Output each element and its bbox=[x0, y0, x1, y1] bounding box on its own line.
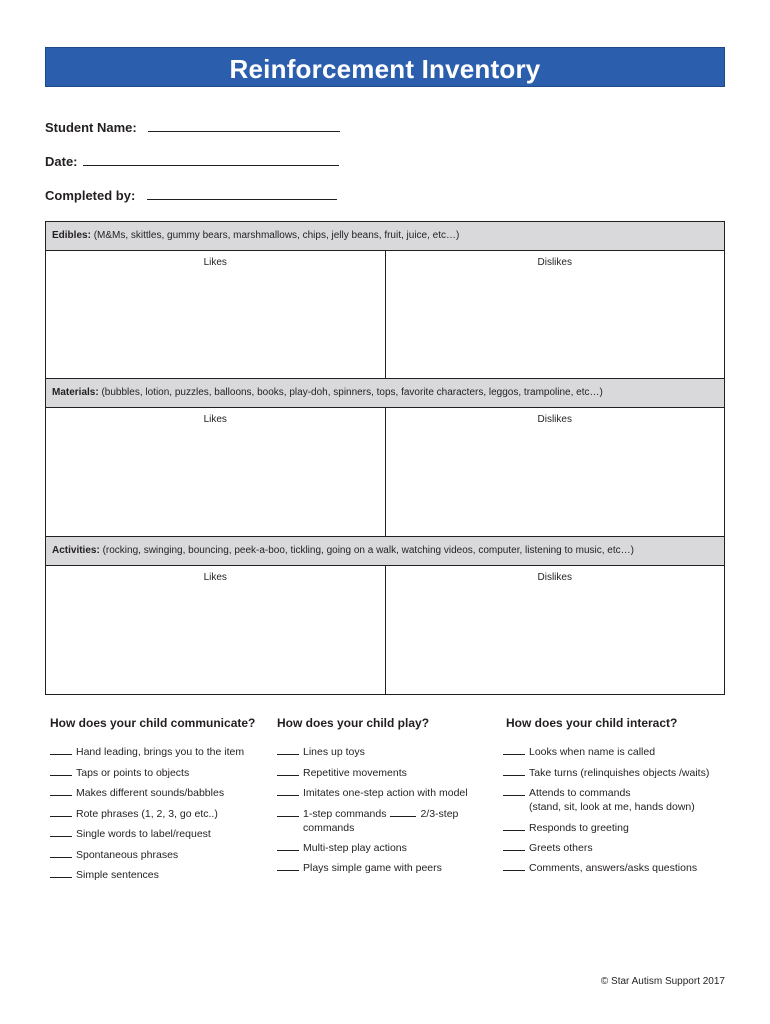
list-item[interactable] bbox=[503, 861, 697, 875]
checkbox-blank[interactable] bbox=[277, 766, 299, 776]
checkbox-blank[interactable] bbox=[50, 827, 72, 837]
checkbox-blank[interactable] bbox=[50, 766, 72, 776]
list-item[interactable] bbox=[50, 807, 218, 821]
page-title: Reinforcement Inventory bbox=[45, 47, 725, 87]
checkbox-blank[interactable] bbox=[503, 841, 525, 851]
activities-header bbox=[46, 537, 724, 566]
option-label: 2/3-step bbox=[420, 808, 459, 820]
materials-section bbox=[45, 378, 725, 537]
materials-header bbox=[46, 379, 724, 408]
list-item[interactable] bbox=[50, 848, 178, 862]
materials-likes-label: Likes bbox=[203, 414, 227, 425]
option-label: 1-step commands bbox=[303, 808, 387, 820]
option-label: Comments, answers/asks questions bbox=[529, 862, 698, 874]
option-label: Greets others bbox=[529, 842, 593, 854]
list-item[interactable] bbox=[50, 786, 224, 800]
activities-dislikes-cell[interactable] bbox=[386, 566, 725, 694]
checkbox-blank[interactable] bbox=[277, 786, 299, 796]
option-label: Spontaneous phrases bbox=[76, 849, 179, 861]
option-label: commands bbox=[303, 822, 355, 834]
play-question: How does your child play? bbox=[277, 716, 430, 730]
list-item[interactable] bbox=[503, 766, 709, 780]
activities-likes-cell[interactable] bbox=[46, 566, 386, 694]
option-label: Rote phrases (1, 2, 3, go etc..) bbox=[76, 808, 218, 820]
option-label: Simple sentences bbox=[76, 869, 159, 881]
checkbox-blank[interactable] bbox=[277, 861, 299, 871]
checkbox-blank[interactable] bbox=[50, 848, 72, 858]
list-item[interactable] bbox=[277, 841, 407, 855]
list-item-continuation bbox=[529, 800, 695, 814]
date-label: Date: bbox=[45, 154, 78, 169]
list-item[interactable] bbox=[277, 861, 442, 875]
option-label: Responds to greeting bbox=[529, 822, 629, 834]
checkbox-blank[interactable] bbox=[277, 841, 299, 851]
activities-examples: (rocking, swinging, bouncing, peek-a-boo, tickling, going on a walk, watching videos, computer, listening to music, etc…) bbox=[102, 545, 634, 556]
copyright-footer: © Star Autism Support 2017 bbox=[600, 976, 725, 987]
option-label: Imitates one-step action with model bbox=[303, 787, 468, 799]
materials-dislikes-cell[interactable] bbox=[386, 408, 725, 536]
edibles-examples: (M&Ms, skittles, gummy bears, marshmallows, chips, jelly beans, fruit, juice, etc…) bbox=[93, 230, 460, 241]
checkbox-blank[interactable] bbox=[50, 868, 72, 878]
checkbox-blank[interactable] bbox=[50, 807, 72, 817]
activities-label: Activities: bbox=[52, 545, 100, 556]
materials-dislikes-label: Dislikes bbox=[537, 414, 572, 425]
materials-label: Materials: bbox=[52, 387, 99, 398]
edibles-likes-label: Likes bbox=[203, 257, 227, 268]
activities-section bbox=[45, 536, 725, 695]
date-field bbox=[45, 154, 339, 169]
completed-by-field bbox=[45, 188, 337, 203]
list-item[interactable] bbox=[50, 745, 244, 759]
edibles-dislikes-label: Dislikes bbox=[537, 257, 572, 268]
communicate-question: How does your child communicate? bbox=[50, 716, 256, 730]
option-label: Makes different sounds/babbles bbox=[76, 787, 225, 799]
list-item[interactable] bbox=[50, 827, 211, 841]
list-item[interactable] bbox=[277, 807, 458, 821]
activities-dislikes-label: Dislikes bbox=[537, 572, 572, 583]
option-label: Take turns (relinquishes objects /waits) bbox=[529, 767, 710, 779]
list-item[interactable] bbox=[277, 766, 407, 780]
date-input-line[interactable] bbox=[83, 155, 339, 166]
option-label: Looks when name is called bbox=[529, 746, 656, 758]
list-item[interactable] bbox=[277, 786, 468, 800]
list-item[interactable] bbox=[50, 766, 189, 780]
list-item-continuation bbox=[303, 821, 354, 835]
checkbox-blank[interactable] bbox=[503, 766, 525, 776]
checkbox-blank[interactable] bbox=[390, 807, 416, 817]
list-item[interactable] bbox=[503, 786, 631, 800]
edibles-likes-cell[interactable] bbox=[46, 251, 386, 379]
edibles-section bbox=[45, 221, 725, 380]
edibles-dislikes-cell[interactable] bbox=[386, 251, 725, 379]
list-item[interactable] bbox=[50, 868, 159, 882]
option-label: Plays simple game with peers bbox=[303, 862, 442, 874]
option-label: Repetitive movements bbox=[303, 767, 407, 779]
student-name-label: Student Name: bbox=[45, 120, 137, 135]
checkbox-blank[interactable] bbox=[277, 807, 299, 817]
option-label: Attends to commands bbox=[529, 787, 631, 799]
edibles-header bbox=[46, 222, 724, 251]
checkbox-blank[interactable] bbox=[503, 861, 525, 871]
checkbox-blank[interactable] bbox=[503, 786, 525, 796]
checkbox-blank[interactable] bbox=[50, 786, 72, 796]
list-item[interactable] bbox=[503, 745, 655, 759]
edibles-label: Edibles: bbox=[52, 230, 91, 241]
option-label: Lines up toys bbox=[303, 746, 365, 758]
option-label: Single words to label/request bbox=[76, 828, 211, 840]
checkbox-blank[interactable] bbox=[503, 745, 525, 755]
option-label: Multi-step play actions bbox=[303, 842, 407, 854]
checkbox-blank[interactable] bbox=[50, 745, 72, 755]
completed-by-label: Completed by: bbox=[45, 188, 136, 203]
option-label: (stand, sit, look at me, hands down) bbox=[529, 801, 695, 813]
student-name-input-line[interactable] bbox=[148, 121, 340, 132]
completed-by-input-line[interactable] bbox=[147, 189, 337, 200]
list-item[interactable] bbox=[503, 841, 593, 855]
list-item[interactable] bbox=[503, 821, 629, 835]
interact-question: How does your child interact? bbox=[506, 716, 678, 730]
checkbox-blank[interactable] bbox=[503, 821, 525, 831]
list-item[interactable] bbox=[277, 745, 365, 759]
option-label: Hand leading, brings you to the item bbox=[76, 746, 245, 758]
materials-examples: (bubbles, lotion, puzzles, balloons, books, play-doh, spinners, tops, favorite characters, leggos, trampoline, etc…) bbox=[101, 387, 603, 398]
checkbox-blank[interactable] bbox=[277, 745, 299, 755]
student-name-field bbox=[45, 120, 340, 135]
option-label: Taps or points to objects bbox=[76, 767, 190, 779]
activities-likes-label: Likes bbox=[203, 572, 227, 583]
materials-likes-cell[interactable] bbox=[46, 408, 386, 536]
